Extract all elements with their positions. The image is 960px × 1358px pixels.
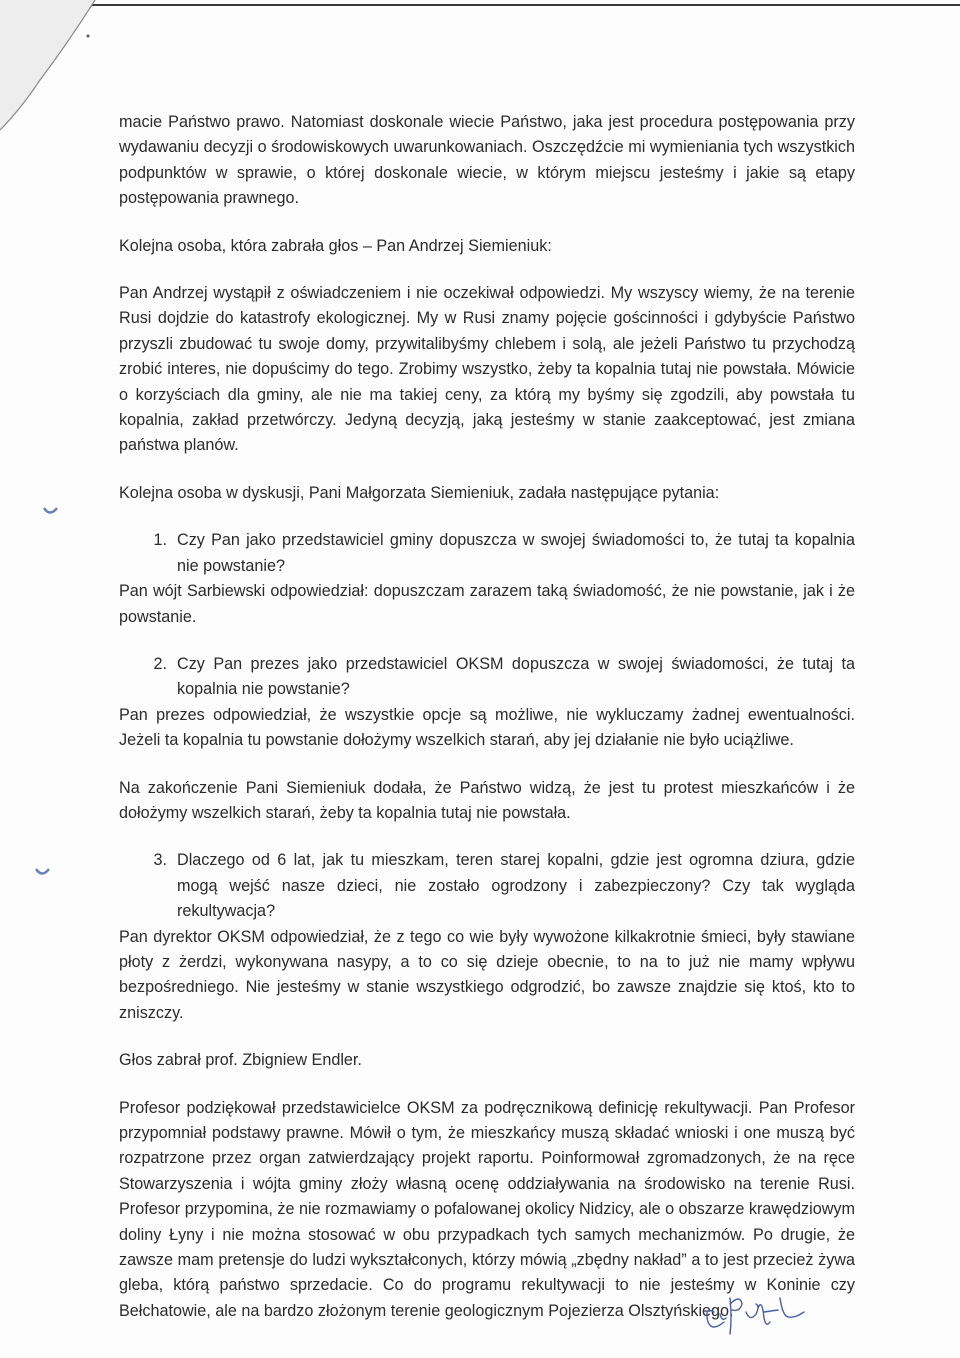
document-body bbox=[119, 110, 855, 1346]
paragraph: Na zakończenie Pani Siemieniuk dodała, że Państwo widzą, że jest tu protest mieszkańców i że dołożymy wszelkich starań, żeby ta kopalnia tutaj nie powstała. bbox=[119, 778, 855, 822]
paragraph: Pan Andrzej wystąpił z oświadczeniem i nie oczekiwał odpowiedzi. My wszyscy wiemy, że na terenie Rusi dojdzie do katastrofy ekologicznej. My w Rusi znamy pojęcie gościnności i gdybyście Państwo przyszli zbudować tu swoje domy, przywitalibyśmy chlebem i solą, ale jeżeli Państwo tu przychodzą zrobić interes, nie dopuścimy do tego. Zrobimy wszystko, żeby ta kopalnia tutaj nie powstała. Mówicie o korzyściach dla gminy, ale nie ma takiej ceny, za którą my byśmy się zgodzili, aby powstała tu kopalnia, zakład przetwórczy. Jedyną decyzją, jaką jesteśmy w stanie zaakceptować, jest zmiana państwa planów. bbox=[119, 284, 855, 455]
paragraph: macie Państwo prawo. Natomiast doskonale wiecie Państwo, jaka jest procedura postępowania przy wydawaniu decyzji o środowiskowych uwarunkowaniach. Oszczędźcie mi wymieniania tych wszystkich podpunktów w sprawie, o której doskonale wiecie, w którym miejscu jesteśmy i jakie są etapy postępowania prawnego. bbox=[119, 113, 855, 208]
scan-edge-line bbox=[60, 4, 960, 6]
paragraph: Profesor podziękował przedstawicielce OKSM za podręcznikową definicję rekultywacji. Pan Profesor przypomniał podstawy prawne. Mówił o tym, że mieszkańcy muszą składać wnioski i one muszą być rozpatrzone przez organ zatwierdzający projekt raportu. Poinformował zgromadzonych, że na ręce Stowarzyszenia i wójta gminy złoży własną ocenę oddziaływania na środowisko na terenie Rusi. Profesor przypomina, że nie rozmawiamy o pofalowanej okolicy Nidzicy, ale o obszarze krawędziowym doliny Łyny i nie można stosować w obu przypadkach tych samych mechanizmów. Po drugie, że zawsze mam pretensje do ludzi wykształconych, którzy mówią „zbędny nakład” a to jest przecież żywa gleba, którą państwo sprzedacie. Co do programu rekultywacji to nie jesteśmy w Koninie czy Bełchatowie, ale na bardzo złożonym terenie geologicznym Pojezierza Olsztyńskiego. bbox=[119, 1098, 855, 1320]
question-text: Czy Pan prezes jako przedstawiciel OKSM dopuszcza w swojej świadomości, że tutaj ta kopalnia nie powstanie? bbox=[177, 654, 855, 699]
answer-paragraph: Pan wójt Sarbiewski odpowiedział: dopuszczam zarazem taką świadomość, że nie powstanie, jak i że powstanie. bbox=[119, 582, 855, 626]
punch-hole-icon bbox=[34, 866, 50, 878]
paragraph: Głos zabrał prof. Zbigniew Endler. bbox=[119, 1051, 362, 1070]
question-text: Czy Pan jako przedstawiciel gminy dopuszcza w swojej świadomości to, że tutaj ta kopalnia nie powstanie? bbox=[177, 531, 855, 575]
question-text: Dlaczego od 6 lat, jak tu mieszkam, teren starej kopalni, gdzie jest ogromna dziura, gdzie mogą wejść nasze dzieci, nie zostało ogrodzony i zabezpieczony? Czy tak wygląda rekultywacja? bbox=[177, 851, 855, 921]
paragraph: Kolejna osoba w dyskusji, Pani Małgorzata Siemieniuk, zadała następujące pytania: bbox=[119, 483, 720, 502]
folded-corner-shadow bbox=[0, 0, 130, 150]
punch-hole-icon bbox=[42, 505, 58, 517]
list-number: 3. bbox=[153, 851, 167, 870]
list-item bbox=[119, 528, 855, 579]
list-number: 1. bbox=[153, 531, 167, 550]
answer-paragraph: Pan prezes odpowiedział, że wszystkie opcje są możliwe, nie wykluczamy żadnej ewentualności. Jeżeli ta kopalnia tu powstanie dołożymy wszelkich starań, aby jej działanie nie było uciążliwe. bbox=[119, 705, 855, 750]
list-item bbox=[119, 848, 855, 924]
list-item bbox=[119, 652, 855, 703]
handwritten-signature-icon bbox=[700, 1278, 820, 1338]
list-number: 2. bbox=[153, 654, 167, 673]
paragraph: Kolejna osoba, która zabrała głos – Pan Andrzej Siemieniuk: bbox=[119, 236, 552, 255]
answer-paragraph: Pan dyrektor OKSM odpowiedział, że z tego co wie były wywożone kilkakrotnie śmieci, były stawiane płoty z żerdzi, wykonywana nasypy, a to co się dzieje obecnie, to na to już nie mamy wpływu bezpośredniego. Nie jesteśmy w stanie wszystkiego odgrodzić, bo zawsze znajdzie się ktoś, kto to zniszczy. bbox=[119, 927, 855, 1022]
